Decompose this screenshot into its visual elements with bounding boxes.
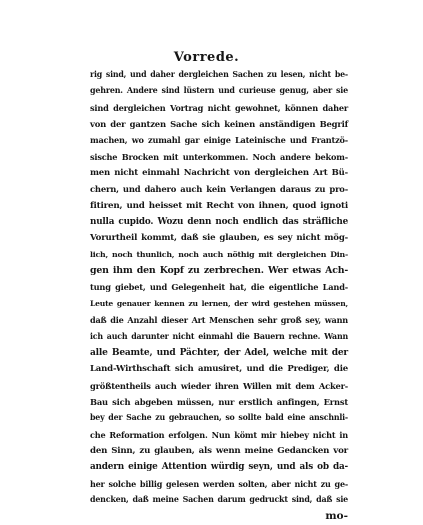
- text-line: Vorurtheil kommt, daß sie glauben, es sey nicht mög-: [90, 233, 348, 244]
- body-text: [90, 67, 348, 525]
- text-line: größtentheils auch wieder ihren Willen mit dem Acker-: [90, 380, 348, 391]
- text-line: dencken, daß meine Sachen darum gedruckt sind, daß sie: [90, 494, 348, 504]
- running-title: [0, 50, 423, 65]
- text-line: tung giebet, und Gelegenheit hat, die eigentliche Land-: [90, 282, 348, 293]
- catchword: mo-: [325, 510, 348, 523]
- text-line: fitiren, und heisset mit Recht von ihnen, quod ignoti: [90, 200, 348, 211]
- text-line: gen ihm den Kopf zu zerbrechen. Wer etwas Ach-: [90, 265, 348, 277]
- text-line: gehren. Andere sind lüstern und curieuse genug, aber sie: [90, 86, 348, 96]
- text-line: sind dergleichen Vortrag nicht gewohnet, können daher: [90, 102, 348, 113]
- text-line: ich auch darunter nicht einmahl die Bauern rechne. Wann: [90, 331, 348, 341]
- text-line: machen, wo zumahl gar einige Lateinische und Frantzö-: [90, 135, 348, 146]
- text-line: che Reformation erfolgen. Nun kömt mir hiebey nicht in: [90, 429, 348, 440]
- text-line: Leute genauer kennen zu lernen, der wird gestehen müssen,: [90, 298, 348, 308]
- text-line: men nicht einmahl Nachricht von dergleichen Art Bü-: [90, 168, 348, 179]
- text-line: lich, noch thunlich, noch auch nöthig mit dergleichen Din-: [90, 249, 348, 259]
- text-line: her solche billig gelesen werden solten, aber nicht zu ge-: [90, 478, 348, 489]
- text-line: bey der Sache zu gebrauchen, so sollte bald eine anschnli-: [90, 413, 348, 423]
- text-line: den Sinn, zu glauben, als wenn meine Gedancken vor: [90, 445, 348, 456]
- text-line: Land-Wirthschaft sich amusiret, und die Prediger, die: [90, 364, 348, 375]
- text-line: chern, und dahero auch kein Verlangen daraus zu pro-: [90, 184, 348, 195]
- text-line: von der gantzen Sache sich keinen anständigen Begrif: [90, 119, 348, 130]
- text-line: sische Brocken mit unterkommen. Noch andere bekom-: [90, 151, 348, 162]
- text-line: rig sind, und daher dergleichen Sachen zu lesen, nicht be-: [90, 70, 348, 79]
- text-line: andern einige Attention würdig seyn, und als ob da-: [90, 462, 348, 473]
- text-line: alle Beamte, und Pächter, der Adel, welche mit der: [90, 346, 348, 358]
- running-title-text: Vorrede.: [173, 50, 240, 65]
- text-line: daß die Anzahl dieser Art Menschen sehr groß sey, wann: [90, 315, 348, 326]
- text-line: nulla cupido. Wozu denn noch endlich das sträfliche: [90, 217, 348, 228]
- text-line: Bau sich abgeben müssen, nur erstlich anfingen, Ernst: [90, 396, 348, 407]
